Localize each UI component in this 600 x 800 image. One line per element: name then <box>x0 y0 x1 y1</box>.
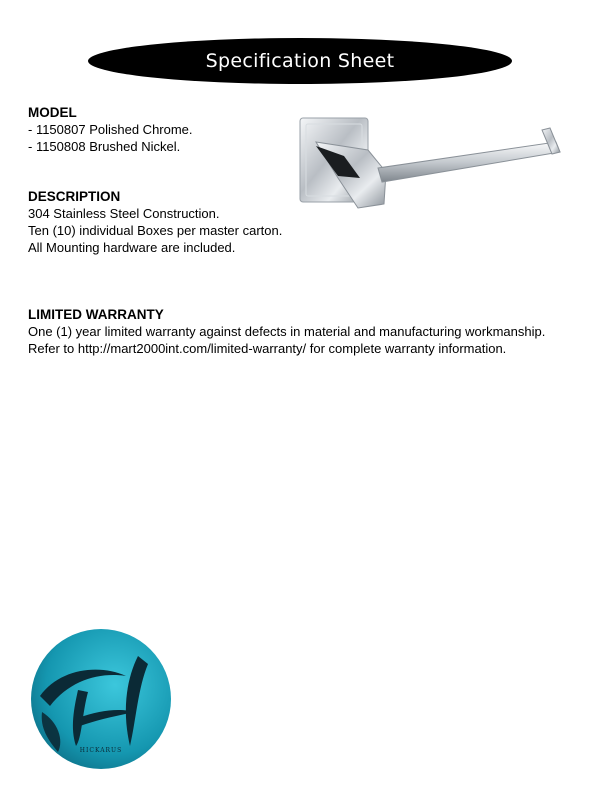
warranty-line: Refer to http://mart2000int.com/limited-warranty/ for complete warranty information. <box>28 341 507 356</box>
model-item: - 1150807 Polished Chrome. <box>28 122 193 137</box>
model-heading: MODEL <box>28 105 77 120</box>
page-title: Specification Sheet <box>205 50 395 72</box>
toilet-paper-holder-icon <box>298 112 568 212</box>
logo-text: HICKARUS <box>79 747 123 754</box>
description-line: All Mounting hardware are included. <box>28 240 236 255</box>
description-line: 304 Stainless Steel Construction. <box>28 206 220 221</box>
description-line: Ten (10) individual Boxes per master carton. <box>28 223 283 238</box>
title-banner <box>88 38 512 84</box>
warranty-heading: LIMITED WARRANTY <box>28 307 164 322</box>
model-item: - 1150808 Brushed Nickel. <box>28 139 181 154</box>
model-section <box>28 104 193 155</box>
brand-logo <box>30 628 172 770</box>
description-heading: DESCRIPTION <box>28 189 121 204</box>
description-section <box>28 188 282 256</box>
warranty-section <box>28 306 545 357</box>
warranty-line: One (1) year limited warranty against defects in material and manufacturing workmanship. <box>28 324 546 339</box>
